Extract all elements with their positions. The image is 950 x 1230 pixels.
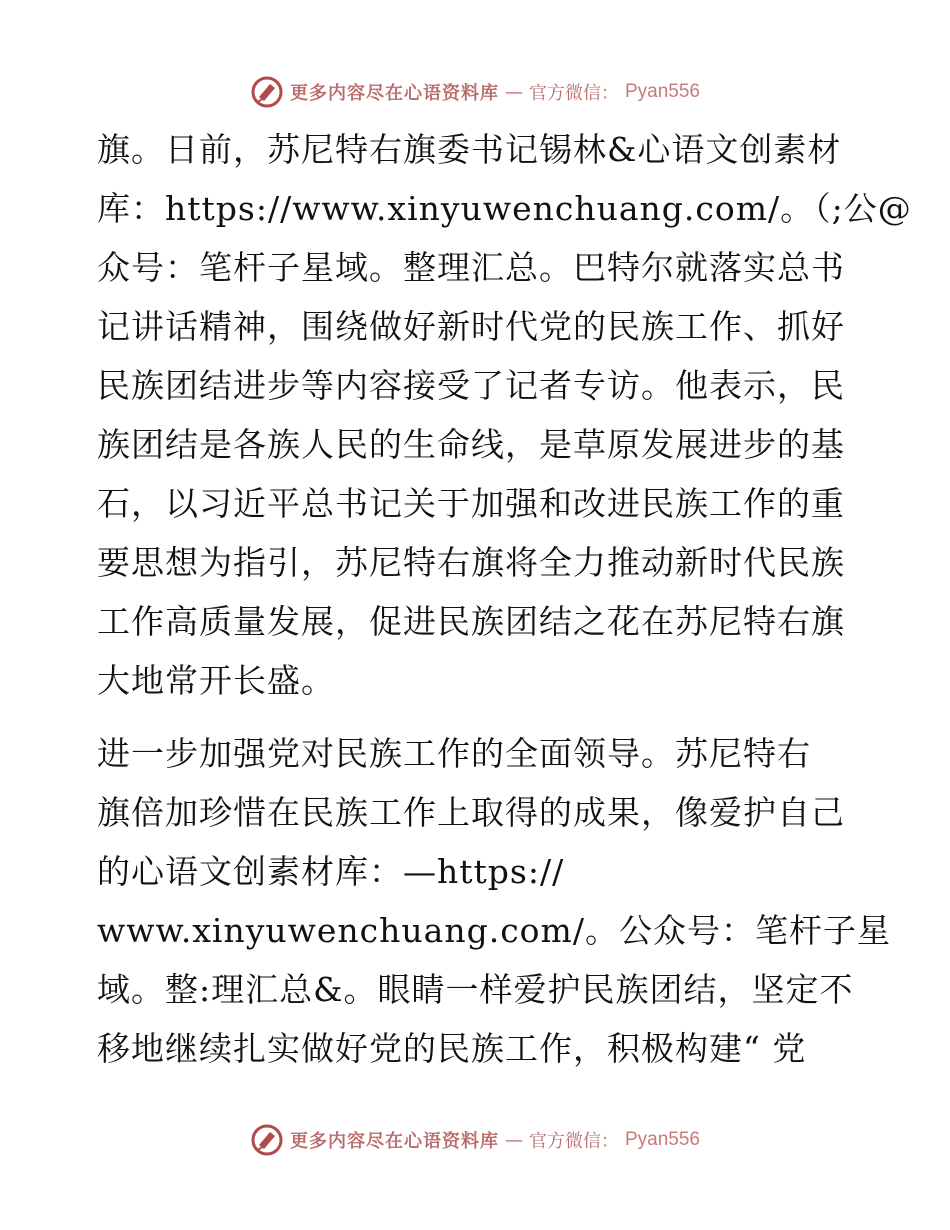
footer-separator: — <box>504 1129 523 1151</box>
text-line: 的心语文创素材库：—https:// <box>97 852 565 891</box>
text-line: www.xinyuwenchuang.com/。公众号：笔杆子星 <box>97 911 891 950</box>
footer-brand-text: 更多内容尽在心语资料库 <box>289 1131 499 1152</box>
footer-banner <box>0 1120 950 1160</box>
text-line: 库：https://www.xinyuwenchuang.com/。（;公@ <box>97 189 912 228</box>
text-line: 石，以习近平总书记关于加强和改进民族工作的重 <box>97 484 845 523</box>
text-line: 旗倍加珍惜在民族工作上取得的成果，像爱护自己 <box>97 793 845 832</box>
brand-logo-icon <box>250 1123 284 1157</box>
text-line: 旗。日前，苏尼特右旗委书记锡林&心语文创素材 <box>97 130 842 169</box>
footer-wechat-handle: Pyan556 <box>624 1129 700 1150</box>
text-line: 进一步加强党对民族工作的全面领导。苏尼特右 <box>97 734 811 773</box>
text-line: 记讲话精神，围绕做好新时代党的民族工作、抓好 <box>97 307 845 346</box>
header-banner <box>0 72 950 112</box>
text-line: 移地继续扎实做好党的民族工作，积极构建“ 党 <box>97 1029 807 1068</box>
paragraph-gap <box>97 710 857 724</box>
header-brand-text: 更多内容尽在心语资料库 <box>289 83 499 104</box>
text-line: 族团结是各族人民的生命线，是草原发展进步的基 <box>97 425 845 464</box>
text-line: 民族团结进步等内容接受了记者专访。他表示，民 <box>97 366 845 405</box>
paragraph-2 <box>97 724 891 1078</box>
text-line: 众号：笔杆子星域。整理汇总。巴特尔就落实总书 <box>97 248 845 287</box>
brand-logo-icon <box>250 75 284 109</box>
text-line: 工作高质量发展，促进民族团结之花在苏尼特右旗 <box>97 602 845 641</box>
paragraph-1 <box>97 120 912 710</box>
header-separator: — <box>504 81 523 103</box>
document-body <box>97 120 912 1078</box>
header-wechat-label: 官方微信： <box>528 83 619 104</box>
text-line: 大地常开长盛。 <box>97 661 335 700</box>
text-line: 要思想为指引，苏尼特右旗将全力推动新时代民族 <box>97 543 845 582</box>
header-wechat-handle: Pyan556 <box>624 81 700 102</box>
footer-wechat-label: 官方微信： <box>528 1131 619 1152</box>
text-line: 域。整:理汇总&。眼睛一样爱护民族团结，坚定不 <box>97 970 854 1009</box>
